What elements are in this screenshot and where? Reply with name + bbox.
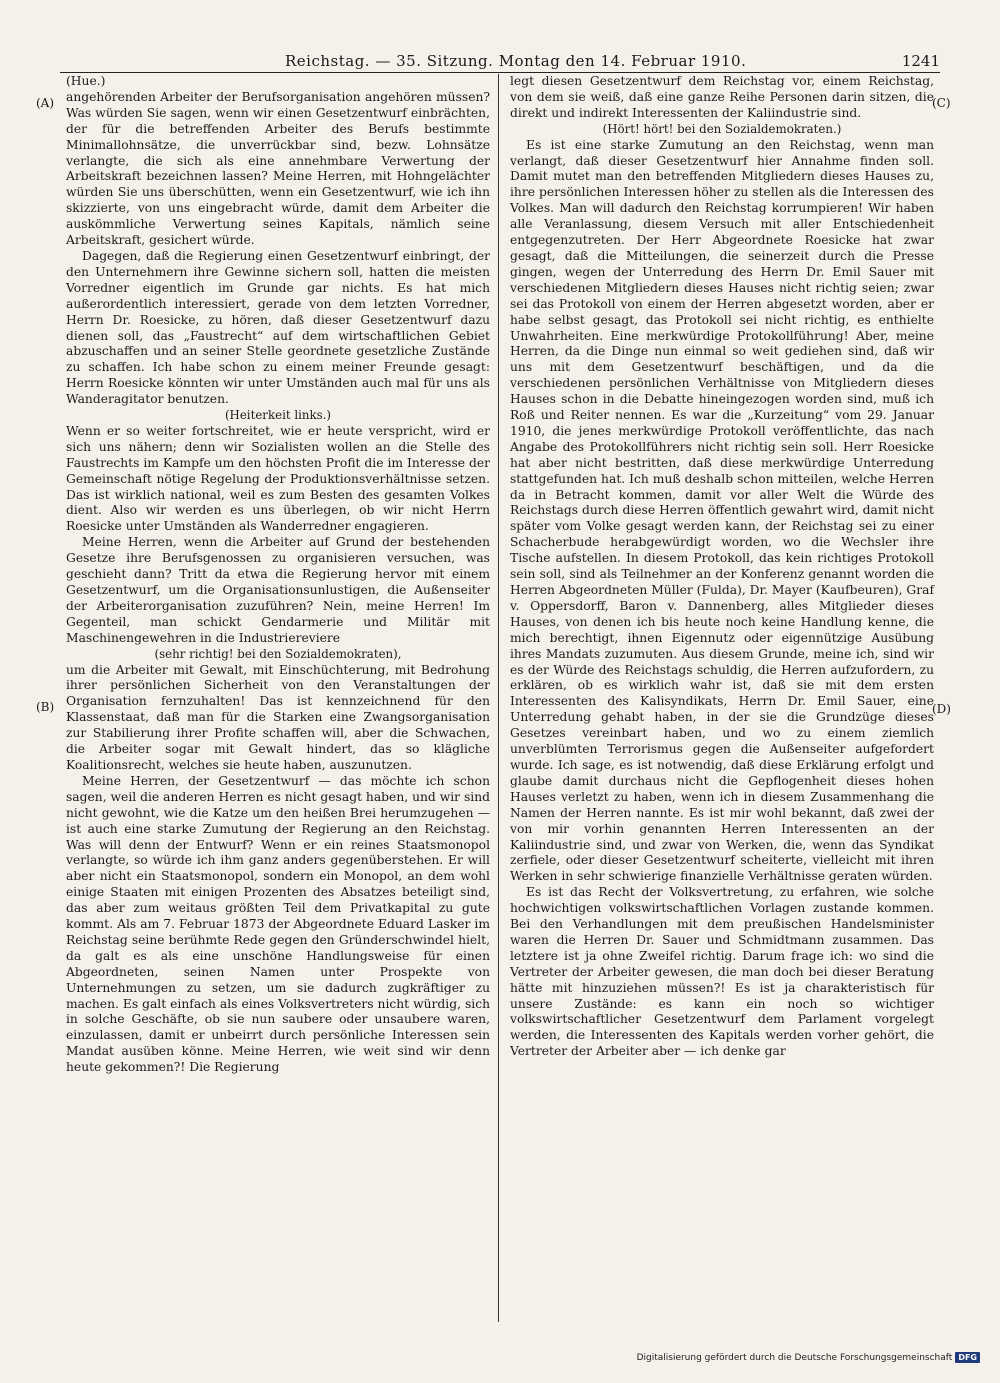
paragraph: Es ist das Recht der Volksvertretung, zu erfahren, wie solche hochwichtigen volkswirtschaftlichen Vorlagen zustande kommen. Bei den Verhandlungen mit dem preußischen Handelsminister waren die Herren Dr. Sauer und Schmidtmann zusammen. Das letztere ist ja ohne Zweifel richtig. Darum frage ich: wo sind die Vertreter der Arbeiter gewesen, die man doch bei dieser Beratung hätte mit hinzuziehen müssen?! Es ist ja charakteristisch für unsere Zustände: es kann ein noch so wichtiger volkswirtschaftlicher Gesetzentwurf dem Parlament vorgelegt werden, die Interessenten des Kapitals werden vorher gehört, die Vertreter der Arbeiter aber — ich denke gar — [510, 885, 934, 1059]
speaker-name: (Hue.) — [66, 74, 106, 88]
margin-marker-c: (C) — [932, 96, 951, 110]
header-rule — [60, 72, 940, 73]
digitization-credit: Digitalisierung gefördert durch die Deutsche Forschungsgemeinschaft — [636, 1352, 953, 1363]
column-divider — [498, 74, 499, 1322]
margin-marker-a: (A) — [36, 96, 55, 110]
dfg-logo-icon: DFG — [955, 1352, 980, 1363]
page-header — [60, 52, 940, 74]
paragraph: um die Arbeiter mit Gewalt, mit Einschüchterung, mit Bedrohung ihrer persönlichen Sicherheit von den Veranstaltungen der Organisation fernzuhalten! Das ist kennzeichnend für den Klassenstaat, daß man für die Starken eine Zwangsorganisation zur Stabilierung ihrer Profite schaffen will, aber die Schwachen, die Arbeiter sogar mit Gewalt hindert, das so klägliche Koalitionsrecht, welches sie heute haben, auszunutzen. — [66, 662, 490, 772]
paragraph: Wenn er so weiter fortschreitet, wie er heute verspricht, wird er sich uns nähern; denn wir Sozialisten wollen an die Stelle des Faustrechts im Kampfe um den höchsten Profit die im Interesse der Gemeinschaft nötige Regelung der Produktionsverhältnisse setzen. Das ist wirklich national, weil es zum Besten des gesamten Volkes dient. Also wir werden es uns überlegen, ob wir nicht Herrn Roesicke unter Umständen als Wanderredner engagieren. — [66, 423, 490, 534]
margin-marker-d: (D) — [932, 702, 951, 716]
paragraph: legt diesen Gesetzentwurf dem Reichstag vor, einem Reichstag, von dem sie weiß, daß eine ganze Reihe Personen darin sitzen, die direkt und indirekt Interessenten der Kaliindustrie sind. — [510, 74, 934, 120]
paragraph: angehörenden Arbeiter der Berufsorganisation angehören müssen? Was würden Sie sagen, wenn wir einen Gesetzentwurf einbrächten, der für die betreffenden Arbeiter des Berufs bestimmte Minimallohnsätze, die unverrückbar sind, bezw. Lohnsätze verlangte, die sich als eine annehmbare Verwertung der Arbeitskraft bezeichnen lassen? Meine Herren, mit Hohngelächter würden Sie uns überschütten, wenn ein Gesetzentwurf, wie ich ihn skizzierte, von uns eingebracht würde, damit dem Arbeiter die auskömmliche Verwertung seines Kapitals, nämlich seine Arbeitskraft, gesichert würde. — [66, 89, 490, 248]
paragraph: Dagegen, daß die Regierung einen Gesetzentwurf einbringt, der den Unternehmern ihre Gewinne sichern soll, hatten die meisten Vorredner eigentlich im Grunde gar nichts. Es hat mich außerordentlich interessiert, gerade von dem letzten Vorredner, Herrn Dr. Roesicke, zu hören, daß dieser Gesetzentwurf dazu dienen soll, das „Faustrecht“ auf dem wirtschaftlichen Gebiet abzuschaffen und an seiner Stelle geordnete gesetzliche Zustände zu schaffen. Ich habe schon zu einem meiner Freunde gesagt: Herrn Roesicke könnten wir unter Umständen auch mal für uns als Wanderagitator benutzen. — [66, 248, 490, 407]
interjection: (sehr richtig! bei den Sozialdemokraten), — [154, 646, 402, 661]
interjection: (Hört! hört! bei den Sozialdemokraten.) — [602, 121, 842, 136]
page-number: 1241 — [901, 52, 940, 70]
footer-credit — [637, 1352, 980, 1363]
running-title: Reichstag. — 35. Sitzung. Montag den 14. Februar 1910. — [285, 52, 747, 70]
paragraph: Meine Herren, der Gesetzentwurf — das möchte ich schon sagen, weil die anderen Herren es nicht gesagt haben, und wir sind nicht gewohnt, wie die Katze um den heißen Brei herumzugehen — ist auch eine starke Zumutung der Regierung an den Reichstag. Was will denn der Entwurf? Wenn er ein reines Staatsmonopol verlangte, so würde ich ihm ganz anders gegenüberstehen. Er will aber nicht ein Staatsmonopol, sondern ein Monopol, an dem wohl einige Staaten mit einigen Prozenten des Absatzes beteiligt sind, das aber zum weitaus größten Teil dem Privatkapital zu gute kommt. Als am 7. Februar 1873 der Abgeordnete Eduard Lasker im Reichstag seine berühmte Rede gegen den Gründerschwindel hielt, da galt es als eine unschöne Handlungsweise für einen Abgeordneten, seinen Namen unter Prospekte von Unternehmungen zu setzen, um sie dadurch zugkräftiger zu machen. Es galt einfach als eines Volksvertreters nicht würdig, sich in solche Geschäfte, ob sie nun saubere oder unsaubere waren, einzulassen, damit er unbeirrt durch persönliche Interessen sein Mandat ausüben könne. Meine Herren, wie weit sind wir denn heute gekommen?! Die Regierung — [66, 773, 490, 1075]
left-column — [66, 74, 490, 1076]
right-column — [510, 74, 934, 1060]
paragraph: Es ist eine starke Zumutung an den Reichstag, wenn man verlangt, daß dieser Gesetzentwurf hier Annahme finden soll. Damit mutet man den betreffenden Mitgliedern dieses Hauses zu, ihre persönlichen Interessen höher zu stellen als die Interessen des Volkes. Man will dadurch den Reichstag korrumpieren! Wir haben alle Veranlassung, diesem Versuch mit aller Entschiedenheit entgegenzutreten. Der Herr Abgeordnete Roesicke hat zwar gesagt, daß die Mitteilungen, die seinerzeit durch die Presse gingen, wegen der Unterredung des Herrn Dr. Emil Sauer mit verschiedenen Mitgliedern dieses Hauses nicht richtig seien; zwar sei das Protokoll von einem der Herren abgesetzt worden, aber er habe selbst gesagt, das Protokoll sei nicht richtig, es enthielte Unwahrheiten. Eine merkwürdige Protokollführung! Aber, meine Herren, da die Dinge nun einmal so weit gediehen sind, daß wir uns mit dem Gesetzentwurf beschäftigen, und da die verschiedenen persönlichen Verhältnisse von Mitgliedern dieses Hauses schon in die Debatte hineingezogen worden sind, muß ich Roß und Reiter nennen. Es war die „Kurzeitung“ vom 29. Januar 1910, die jenes merkwürdige Protokoll veröffentlichte, das nach Angabe des Protokollführers nicht richtig sein soll. Herr Roesicke hat aber nicht bestritten, daß diese merkwürdige Unterredung stattgefunden hat. Ich muß deshalb schon mitteilen, welche Herren da in Betracht kommen, damit vor aller Welt die Würde des Reichstags durch diese Herren öffentlich gewahrt wird, damit nicht später vom Volke gesagt werden kann, der Reichstag sei zu einer Schacherbude herabgewürdigt worden, wo die Wechsler ihre Tische aufstellen. In diesem Protokoll, das kein richtiges Protokoll sein soll, sind als Teilnehmer an der Konferenz genannt worden die Herren Abgeordneten Müller (Fulda), Dr. Mayer (Kaufbeuren), Graf v. Oppersdorff, Baron v. Dannenberg, alles Mitglieder dieses Hauses, von denen ich bis heute noch keine Handlung kenne, die mich berechtigt, ihnen Eigennutz oder eigennützige Ausübung ihres Mandats zuzumuten. Aus diesem Grunde, meine ich, sind wir es der Würde des Reichstags schuldig, die Herren aufzufordern, zu erklären, ob es wirklich wahr ist, daß sie mit dem ersten Interessenten des Kalisyndikats, Herrn Dr. Emil Sauer, eine Unterredung gehabt haben, in der sie die Grundzüge dieses Gesetzes vereinbart haben, und wo zu einem ziemlich unverblümten Terrorismus gegen die Außenseiter aufgefordert wurde. Ich sage, es ist notwendig, daß diese Erklärung erfolgt und glaube damit durchaus nicht die Gepflogenheit dieses hohen Hauses verletzt zu haben, wenn ich in diesem Zusammenhang die Namen der Herren nannte. Es ist mir wohl bekannt, daß zwei der von mir vorhin genannten Herren Interessenten an der Kaliindustrie sind, und zwar von Werken, die, wenn das Syndikat zerfiele, oder dieser Gesetzentwurf scheiterte, vielleicht mit ihren Werken in sehr schwierige finanzielle Verhältnisse geraten würden. — [510, 137, 934, 884]
interjection: (Heiterkeit links.) — [224, 408, 332, 423]
margin-marker-b: (B) — [36, 700, 55, 714]
paragraph: Meine Herren, wenn die Arbeiter auf Grund der bestehenden Gesetze ihre Berufsgenossen zu organisieren versuchen, was geschieht dann? Tritt da etwa die Regierung hervor mit einem Gesetzentwurf, um die Organisationsunlustigen, die Außenseiter der Arbeiterorganisation zuzuführen? Nein, meine Herren! Im Gegenteil, man schickt Gendarmerie und Militär mit Maschinengewehren in die Industriereviere — [66, 535, 490, 645]
